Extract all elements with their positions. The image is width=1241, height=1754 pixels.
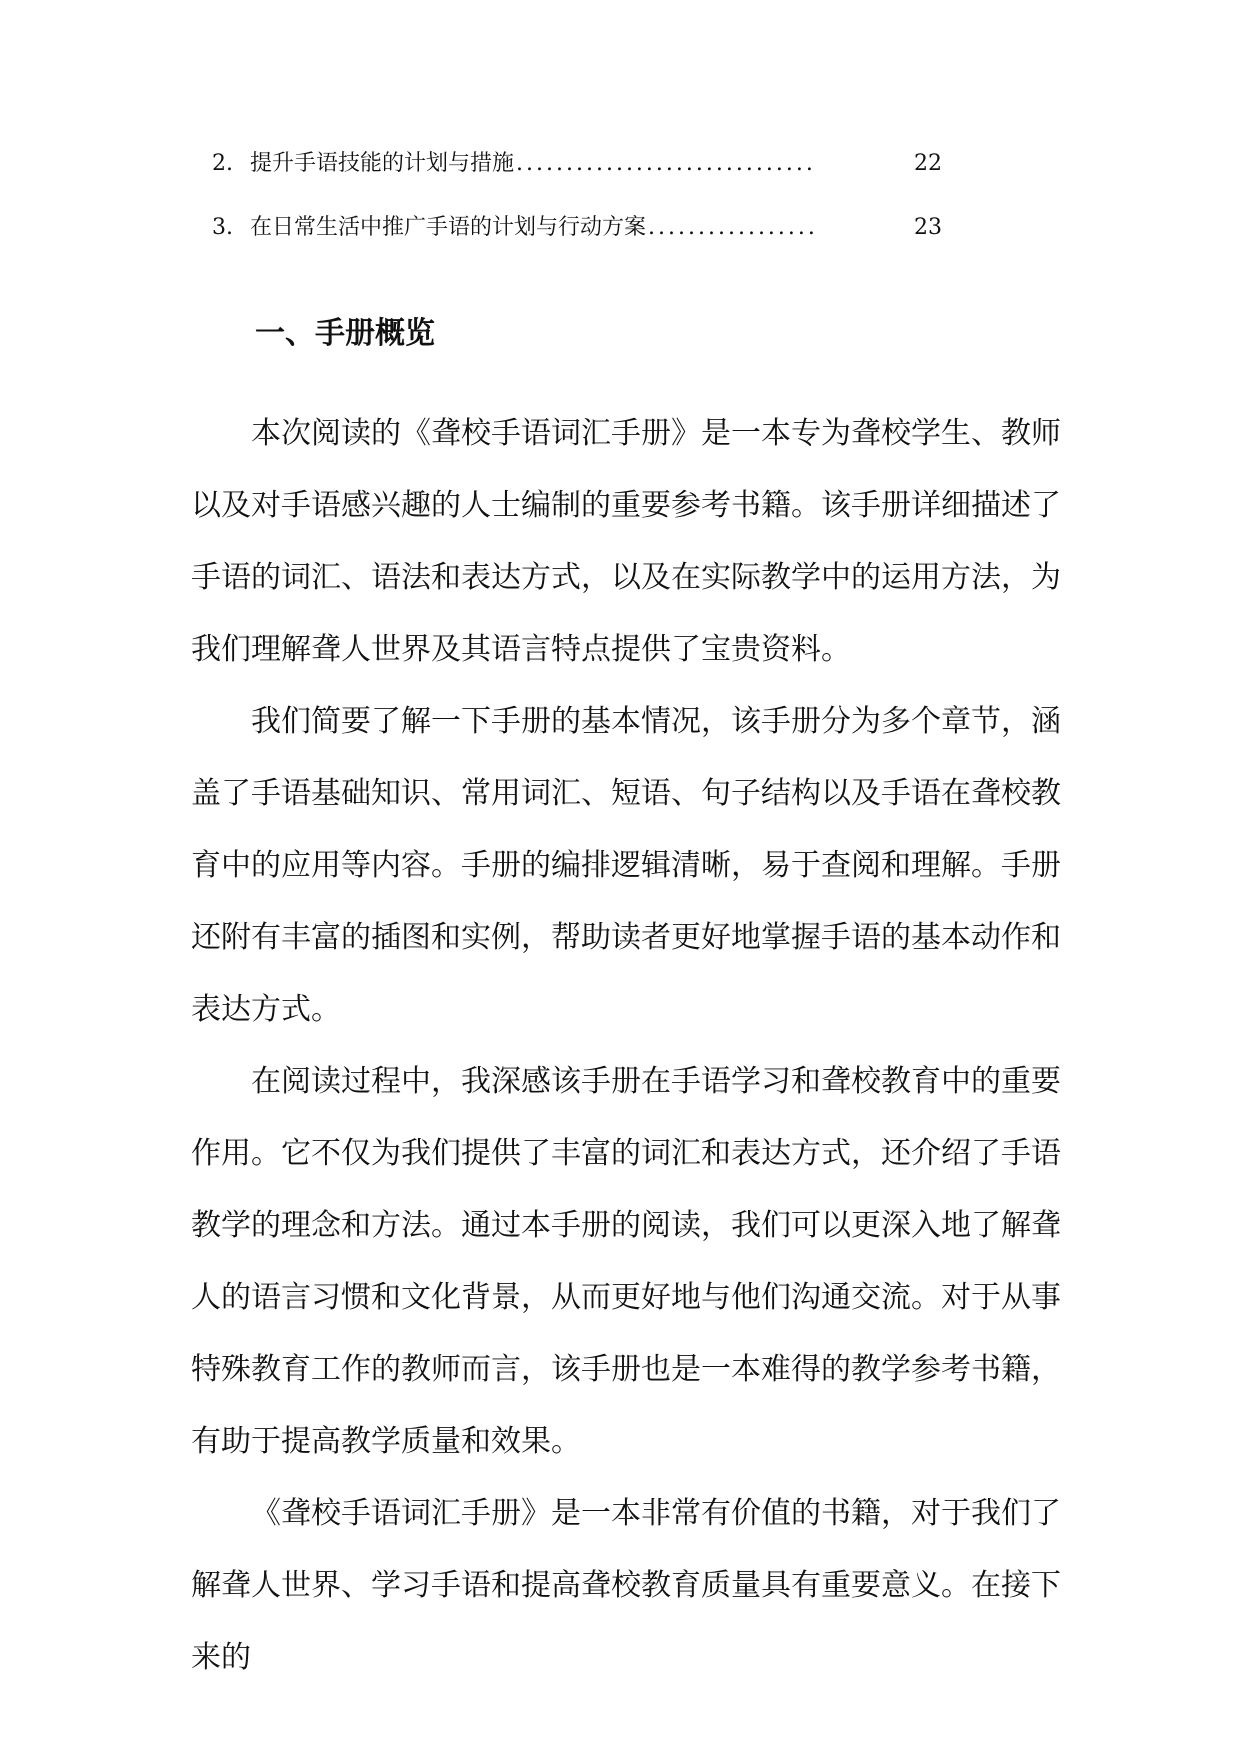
toc-dot-leader: ................. [648,215,818,240]
toc-entry-page-number: 23 [914,215,942,240]
toc-entry-number: 3. [212,215,233,240]
toc-entry-page-number: 22 [914,151,942,176]
toc-entry-number: 2. [212,151,233,176]
toc-entry-title: 提升手语技能的计划与措施 [250,151,515,176]
toc-dot-leader: .............................. [516,151,816,176]
section-heading: 一、手册概览 [255,316,435,351]
paragraph: 我们简要了解一下手册的基本情况，该手册分为多个章节，涵盖了手语基础知识、常用词汇、短语、句子结构以及手语在聋校教育中的应用等内容。手册的编排逻辑清晰，易于查阅和理解。手册还附有丰富的插图和实例，帮助读者更好地掌握手语的基本动作和表达方式。 [191,704,1061,1027]
paragraph: 《聋校手语词汇手册》是一本非常有价值的书籍，对于我们了解聋人世界、学习手语和提高聋校教育质量具有重要意义。在接下来的 [191,1496,1061,1675]
paragraph: 本次阅读的《聋校手语词汇手册》是一本专为聋校学生、教师以及对手语感兴趣的人士编制的重要参考书籍。该手册详细描述了手语的词汇、语法和表达方式，以及在实际教学中的运用方法，为我们理解聋人世界及其语言特点提供了宝贵资料。 [191,416,1061,667]
paragraph: 在阅读过程中，我深感该手册在手语学习和聋校教育中的重要作用。它不仅为我们提供了丰富的词汇和表达方式，还介绍了手语教学的理念和方法。通过本手册的阅读，我们可以更深入地了解聋人的语言习惯和文化背景，从而更好地与他们沟通交流。对于从事特殊教育工作的教师而言，该手册也是一本难得的教学参考书籍，有助于提高教学质量和效果。 [191,1064,1061,1459]
table-of-contents [212,148,942,276]
toc-entry[interactable] [212,148,942,212]
toc-entry-title: 在日常生活中推广手语的计划与行动方案 [250,215,647,240]
body-text [191,398,1061,1694]
toc-entry[interactable] [212,212,942,276]
